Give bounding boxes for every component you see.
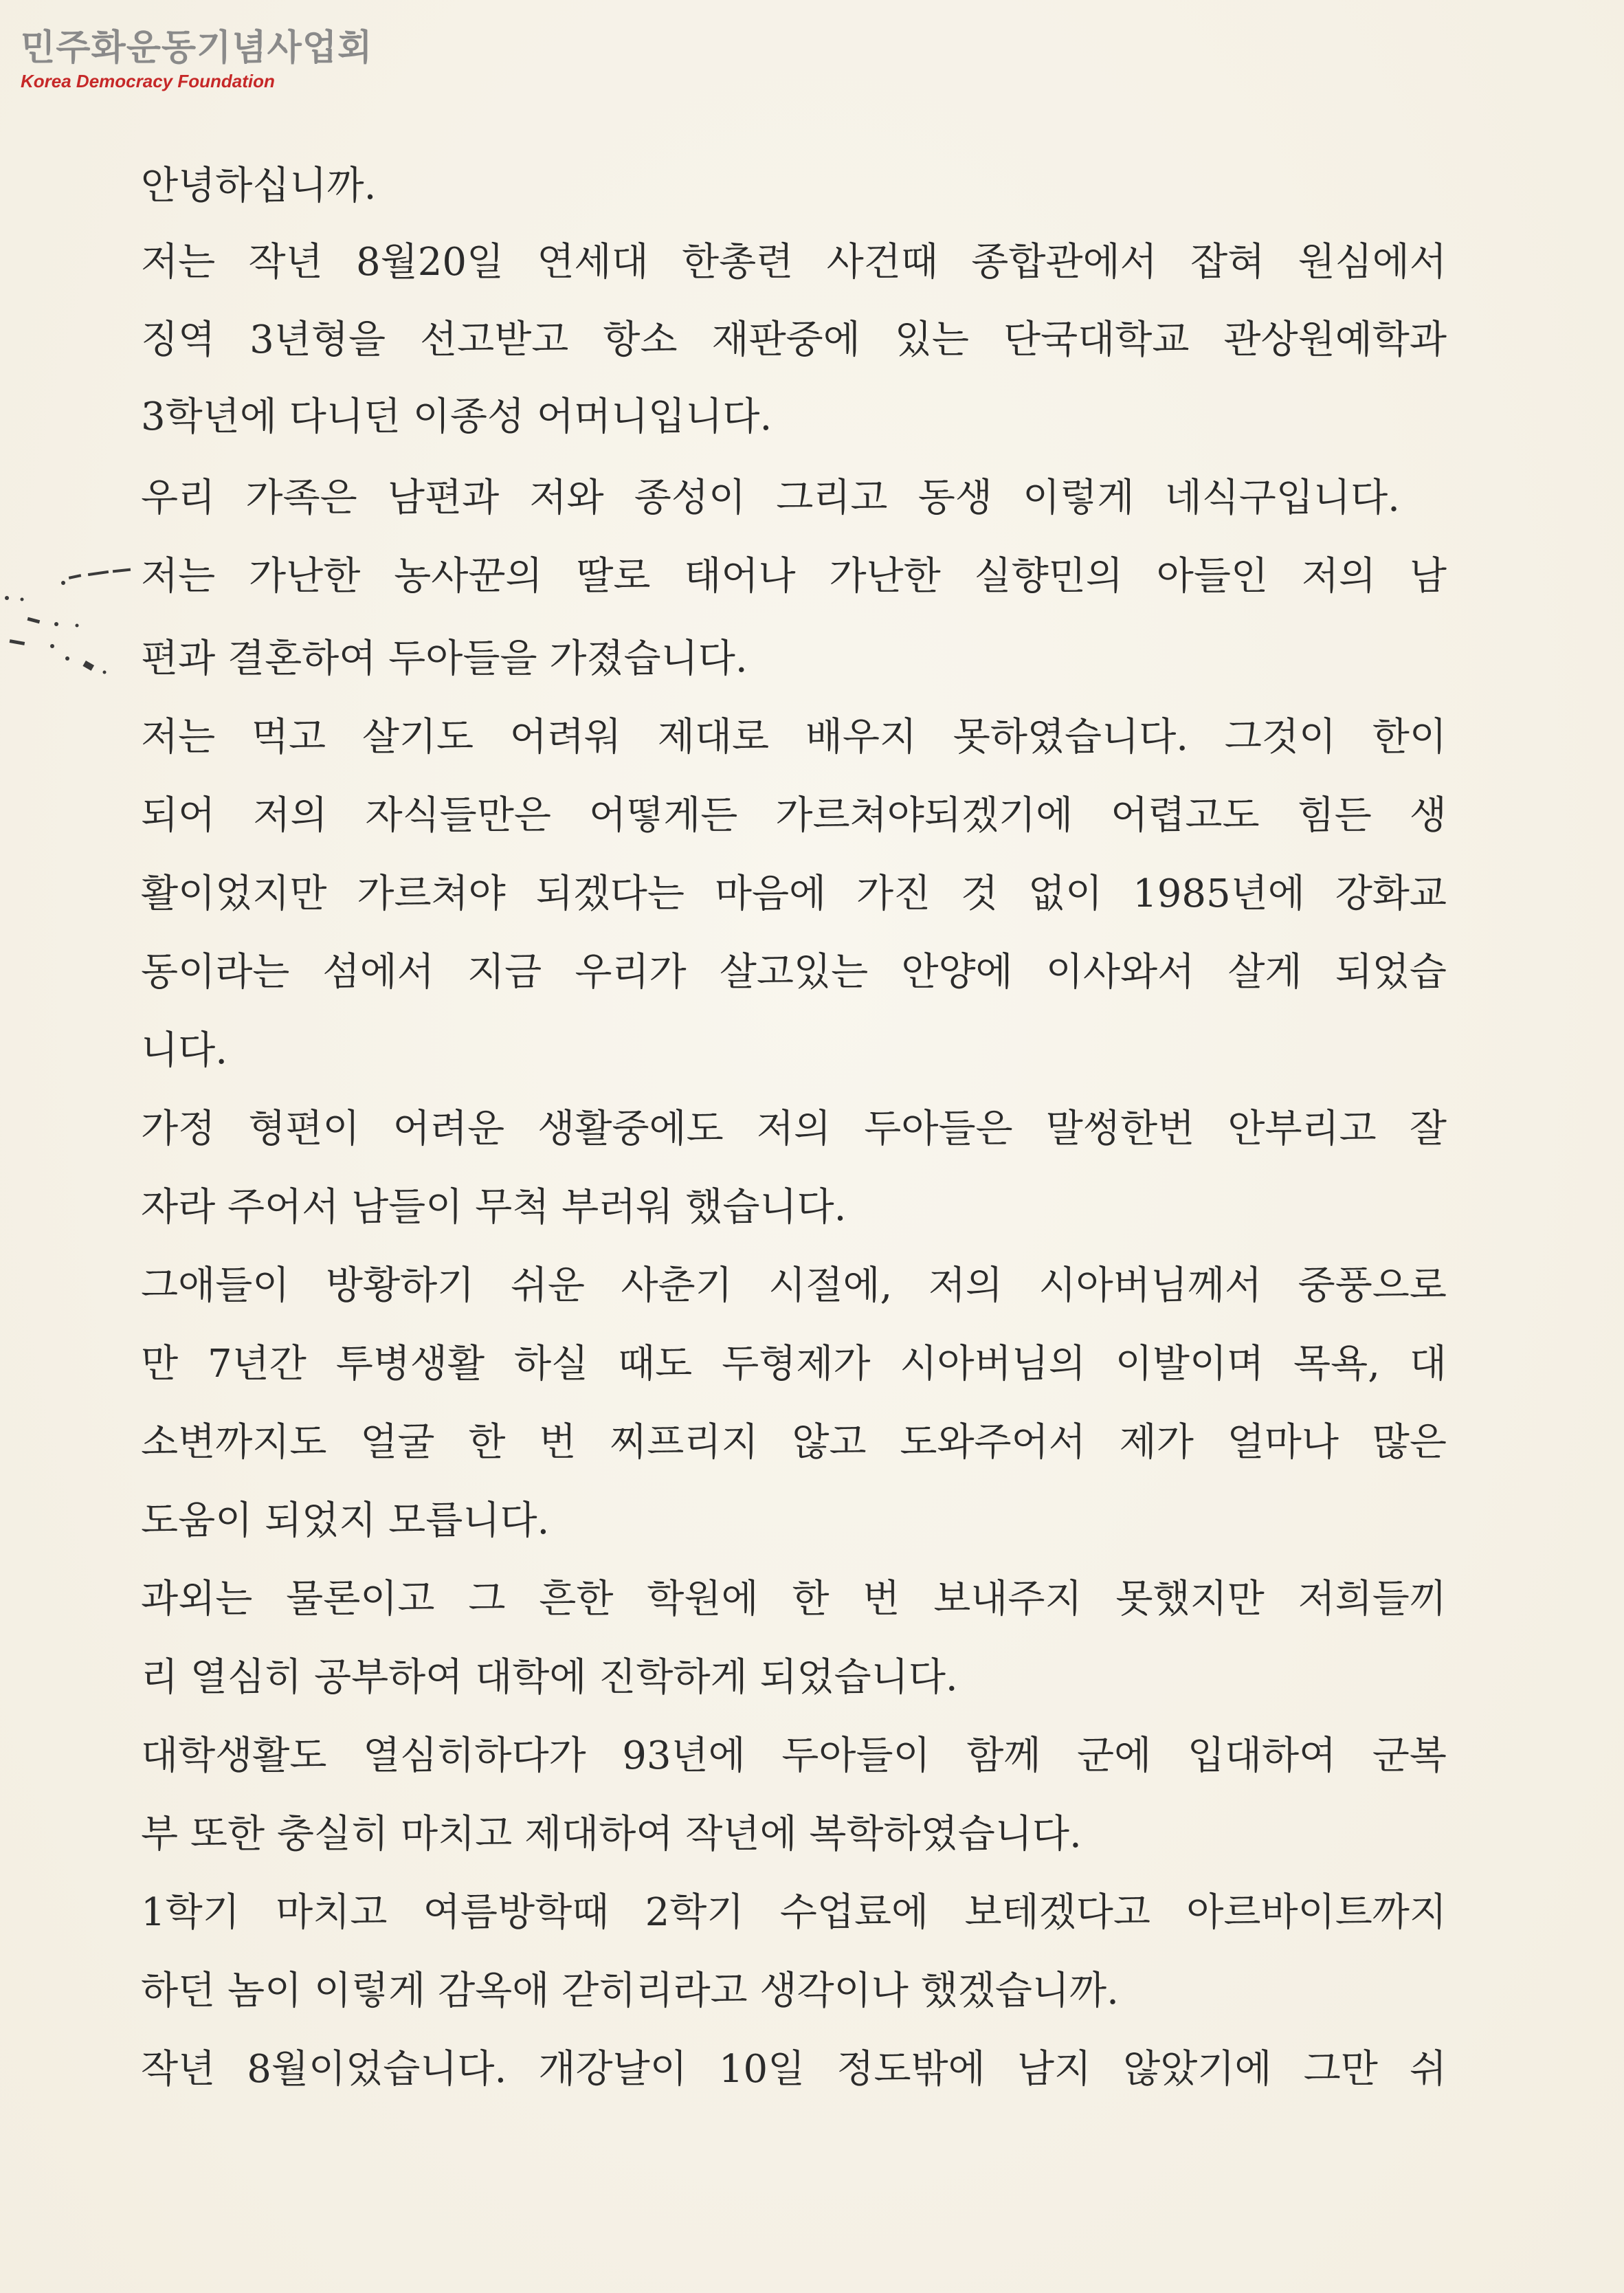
letter-line: 안녕하십니까. xyxy=(141,164,377,208)
letter-line: 징역 3년형을 선고받고 항소 재판중에 있는 단국대학교 관상원예학과 xyxy=(141,318,1447,362)
letter-line: 부 또한 충실히 마치고 제대하여 작년에 복학하였습니다. xyxy=(141,1812,1082,1857)
foundation-logo xyxy=(21,26,373,92)
letter-line: 되어 저의 자식들만은 어떻게든 가르쳐야되겠기에 어렵고도 힘든 생 xyxy=(141,793,1447,838)
letter-line: 활이었지만 가르쳐야 되겠다는 마음에 가진 것 없이 1985년에 강화교 xyxy=(141,872,1447,916)
letter-line: 작년 8월이었습니다. 개강날이 10일 정도밖에 남지 않았기에 그만 쉬 xyxy=(141,2047,1447,2092)
logo-english-text: Korea Democracy Foundation xyxy=(21,71,275,91)
letter-line: 만 7년간 투병생활 하실 때도 두형제가 시아버님의 이발이며 목욕, 대 xyxy=(141,1342,1447,1386)
letter-line: 저는 작년 8월20일 연세대 한총련 사건때 종합관에서 잡혀 원심에서 xyxy=(141,240,1447,285)
letter-line: 저는 먹고 살기도 어려워 제대로 배우지 못하였습니다. 그것이 한이 xyxy=(141,715,1447,760)
logo-korean-text: 민주화운동기념사업회 xyxy=(21,27,373,69)
letter-line: 동이라는 섬에서 지금 우리가 살고있는 안양에 이사와서 살게 되었습 xyxy=(141,950,1447,995)
letter-line: 소변까지도 얼굴 한 번 찌프리지 않고 도와주어서 제가 얼마나 많은 xyxy=(141,1420,1447,1465)
letter-line: 자라 주어서 남들이 무척 부러워 했습니다. xyxy=(141,1185,847,1230)
letter-line: 니다. xyxy=(141,1028,227,1073)
letter-line: 도움이 되었지 모릅니다. xyxy=(141,1498,550,1543)
letter-line: 그애들이 방황하기 쉬운 사춘기 시절에, 저의 시아버님께서 중풍으로 xyxy=(141,1263,1447,1308)
letter-line: 1학기 마치고 여름방학때 2학기 수업료에 보테겠다고 아르바이트까지 xyxy=(141,1890,1447,1935)
letter-line: 우리 가족은 남편과 저와 종성이 그리고 동생 이렇게 네식구입니다. xyxy=(141,476,1400,520)
letter-line: 리 열심히 공부하여 대학에 진학하게 되었습니다. xyxy=(141,1655,958,1700)
letter-line: 저는 가난한 농사꾼의 딸로 태어나 가난한 실향민의 아들인 저의 남 xyxy=(141,554,1447,599)
letter-line: 가정 형편이 어려운 생활중에도 저의 두아들은 말썽한번 안부리고 잘 xyxy=(141,1107,1447,1151)
ink-specks-decoration xyxy=(0,536,137,694)
letter-line: 편과 결혼하여 두아들을 가졌습니다. xyxy=(141,636,748,681)
letter-line: 하던 놈이 이렇게 감옥애 갇히리라고 생각이나 했겠습니까. xyxy=(141,1969,1119,2013)
letter-line: 대학생활도 열심히하다가 93년에 두아들이 함께 군에 입대하여 군복 xyxy=(141,1733,1447,1778)
letter-line: 과외는 물론이고 그 흔한 학원에 한 번 보내주지 못했지만 저희들끼 xyxy=(141,1577,1447,1621)
letter-line: 3학년에 다니던 이종성 어머니입니다. xyxy=(141,395,772,439)
